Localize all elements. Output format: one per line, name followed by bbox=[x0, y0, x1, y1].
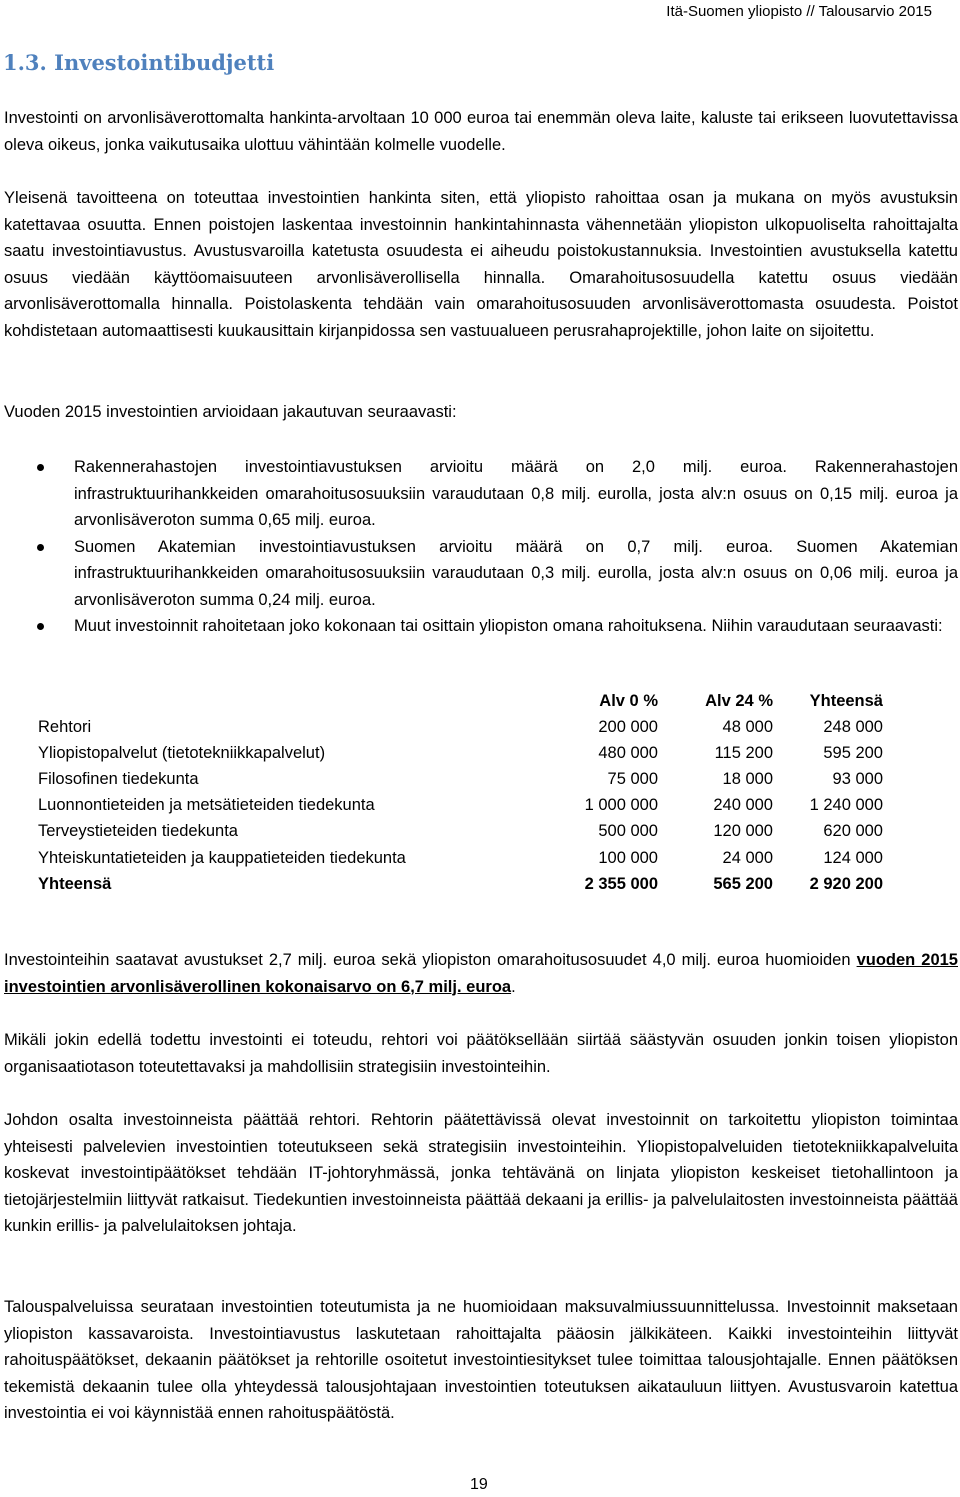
table-cell-vat24: 240 000 bbox=[713, 796, 773, 815]
paragraph-monitoring: Talouspalveluissa seurataan investointien toteutumista ja ne huomioidaan maksuvalmiussuunnittelussa. Investoinnit maksetaan yliopiston kassavaroista. Investointiavustus laskutetaan rahoittajalta pääosin jälkikäteen. Kaikki investointeihin liittyvät rahoituspäätökset, dekaanin päätökset ja rehtorille osoitetut investointiesitykset tulee toimittaa talousjohtajalle. Ennen päätöksen tekemistä dekaanin tulee olla yhteydessä talousjohtajaan investointien toteutuksen aikatauluun liittyen. Avustusvaroin katettua investointia ei voi käynnistää ennen rahoituspäätöstä. bbox=[4, 1298, 958, 1422]
paragraph-transfer: Mikäli jokin edellä todettu investointi ei toteudu, rehtori voi päätöksellään siirtää säästyvän osuuden jonkin toisen yliopiston organisaatiotason toteutettavaksi ja mahdollisiin strategisiin investointeihin. bbox=[4, 1031, 958, 1076]
table-cell-vat0: 100 000 bbox=[598, 848, 658, 867]
table-header-vat24: Alv 24 % bbox=[705, 692, 773, 710]
table-cell-total: 1 240 000 bbox=[809, 796, 883, 815]
table-cell-unit: Yliopistopalvelut (tietotekniikkapalvelut) bbox=[38, 744, 326, 763]
table-cell-total: 124 000 bbox=[823, 848, 883, 867]
list-item-text: Rakennerahastojen investointiavustuksen arvioitu määrä on 2,0 milj. euroa. Rakennerahastojen infrastruktuurihankkeiden omarahoitusosuuksiin varaudutaan 0,8 milj. eurolla, josta alv:n osuus on 0,15 milj. euroa ja arvonlisäveroton summa 0,65 milj. euroa. bbox=[74, 458, 958, 529]
table-row bbox=[38, 766, 883, 792]
paragraph-total-value-text: Investointeihin saatavat avustukset 2,7 milj. euroa sekä yliopiston omarahoitusosuudet 4,0 milj. euroa huomioiden bbox=[4, 951, 857, 969]
table-cell-vat24: 24 000 bbox=[722, 848, 773, 867]
paragraph-general-goal: Yleisenä tavoitteena on toteuttaa investointien hankinta siten, että yliopisto rahoittaa osan ja mukana on myös avustuksin katettavaa osuutta. Ennen poistojen laskentaa investoinnin hankintahinnasta vähennetään yliopiston ulkopuoliselta rahoittajalta saatu investointiavustus. Avustusvaroilla katetusta osuudesta ei aiheudu poistokustannuksia. Investointien avustuksella katettu osuus viedään käyttöomaisuuteen arvonlisäverollisella hinnalla. Omarahoitusosuudella katettu osuus viedään arvonlisäverottomalla hinnalla. Poistolaskenta tehdään vain omarahoitusosuuden arvonlisäverottomasta osuudesta. Poistot kohdistetaan automaattisesti kuukausittain kirjanpidossa sen vastuualueen perusrahaprojektille, johon laite on sijoitettu. bbox=[4, 189, 958, 340]
table-cell-unit: Terveystieteiden tiedekunta bbox=[38, 822, 238, 841]
paragraph-total-value-end: . bbox=[511, 977, 516, 996]
table-cell-total: 93 000 bbox=[832, 770, 883, 789]
investment-bullet-list bbox=[0, 454, 958, 640]
table-cell-vat24: 120 000 bbox=[713, 822, 773, 841]
bullet-icon bbox=[37, 464, 44, 471]
paragraph-definition: Investointi on arvonlisäverottomalta hankinta-arvoltaan 10 000 euroa tai enemmän oleva laite, kaluste tai erikseen luovutettavissa oleva oikeus, jonka vaikutusaika ulottuu vähintään kolmelle vuodelle. bbox=[4, 109, 958, 154]
table-cell-vat0: 500 000 bbox=[598, 822, 658, 841]
list-item bbox=[0, 454, 958, 534]
table-cell-unit: Filosofinen tiedekunta bbox=[38, 770, 199, 789]
table-header-vat0: Alv 0 % bbox=[599, 692, 658, 710]
page-number: 19 bbox=[470, 1476, 488, 1493]
table-total-row bbox=[38, 871, 883, 897]
paragraph-total-value-emphasis: vuoden 2015 investointien arvonlisäverollinen kokonaisarvo on 6,7 milj. euroa bbox=[4, 951, 958, 996]
table-row bbox=[38, 792, 883, 818]
table-total-vat0: 2 355 000 bbox=[584, 874, 658, 893]
table-row bbox=[38, 740, 883, 766]
section-title: 1.3. Investointibudjetti bbox=[3, 50, 275, 75]
list-item-text: Muut investoinnit rahoitetaan joko kokonaan tai osittain yliopiston omana rahoituksena. Niihin varaudutaan seuraavasti: bbox=[74, 617, 943, 635]
table-cell-total: 595 200 bbox=[823, 744, 883, 763]
table-cell-unit: Luonnontieteiden ja metsätieteiden tiedekunta bbox=[38, 796, 375, 815]
table-cell-vat24: 48 000 bbox=[722, 718, 773, 737]
table-row bbox=[38, 714, 883, 740]
table-total-sum: 2 920 200 bbox=[809, 874, 883, 893]
table-row bbox=[38, 818, 883, 844]
list-item bbox=[0, 613, 958, 640]
table-header-total: Yhteensä bbox=[809, 692, 883, 710]
bullet-icon bbox=[37, 623, 44, 630]
table-cell-vat0: 480 000 bbox=[598, 744, 658, 763]
table-header-unit bbox=[38, 688, 560, 714]
page-header: Itä-Suomen yliopisto // Talousarvio 2015 bbox=[666, 3, 932, 20]
table-header-row bbox=[38, 688, 883, 714]
table-total-label: Yhteensä bbox=[38, 874, 112, 893]
table-cell-vat24: 18 000 bbox=[722, 770, 773, 789]
table-cell-unit: Rehtori bbox=[38, 718, 92, 737]
paragraph-total-value bbox=[4, 947, 958, 1000]
table-cell-vat24: 115 200 bbox=[714, 744, 773, 763]
table-cell-vat0: 1 000 000 bbox=[584, 796, 658, 815]
table-cell-vat0: 200 000 bbox=[598, 718, 658, 737]
paragraph-distribution-intro: Vuoden 2015 investointien arvioidaan jakautuvan seuraavasti: bbox=[4, 403, 457, 421]
bullet-icon bbox=[37, 544, 44, 551]
investment-budget-table bbox=[38, 688, 883, 897]
table-row bbox=[38, 845, 883, 871]
paragraph-decisions: Johdon osalta investoinneista päättää rehtori. Rehtorin päätettävissä olevat investoinnit on tarkoitettu yliopiston toimintaa yhteisesti palvelevien investointien toteutukseen sekä strategisiin investointeihin. Yliopistopalveluiden tietotekniikkapalveluita koskevat investointipäätökset tehdään IT-johtoryhmässä, jonka tehtävänä on linjata yliopiston keskeiset tietohallintoon ja tietojärjestelmiin liittyvät ratkaisut. Tiedekuntien investoinneista päättää dekaani ja erillis- ja palvelulaitosten investoinneista päättää kunkin erillis- ja palvelulaitoksen johtaja. bbox=[4, 1111, 958, 1235]
table-cell-total: 620 000 bbox=[823, 822, 883, 841]
table-cell-vat0: 75 000 bbox=[607, 770, 658, 789]
table-total-vat24: 565 200 bbox=[713, 874, 773, 893]
list-item bbox=[0, 534, 958, 614]
table-cell-total: 248 000 bbox=[823, 718, 883, 737]
list-item-text: Suomen Akatemian investointiavustuksen arvioitu määrä on 0,7 milj. euroa. Suomen Akatemian infrastruktuurihankkeiden omarahoitusosuuksiin varaudutaan 0,3 milj. eurolla, josta alv:n osuus on 0,06 milj. euroa ja arvonlisäveroton summa 0,24 milj. euroa. bbox=[74, 537, 958, 609]
table-cell-unit: Yhteiskuntatieteiden ja kauppatieteiden tiedekunta bbox=[38, 848, 406, 867]
